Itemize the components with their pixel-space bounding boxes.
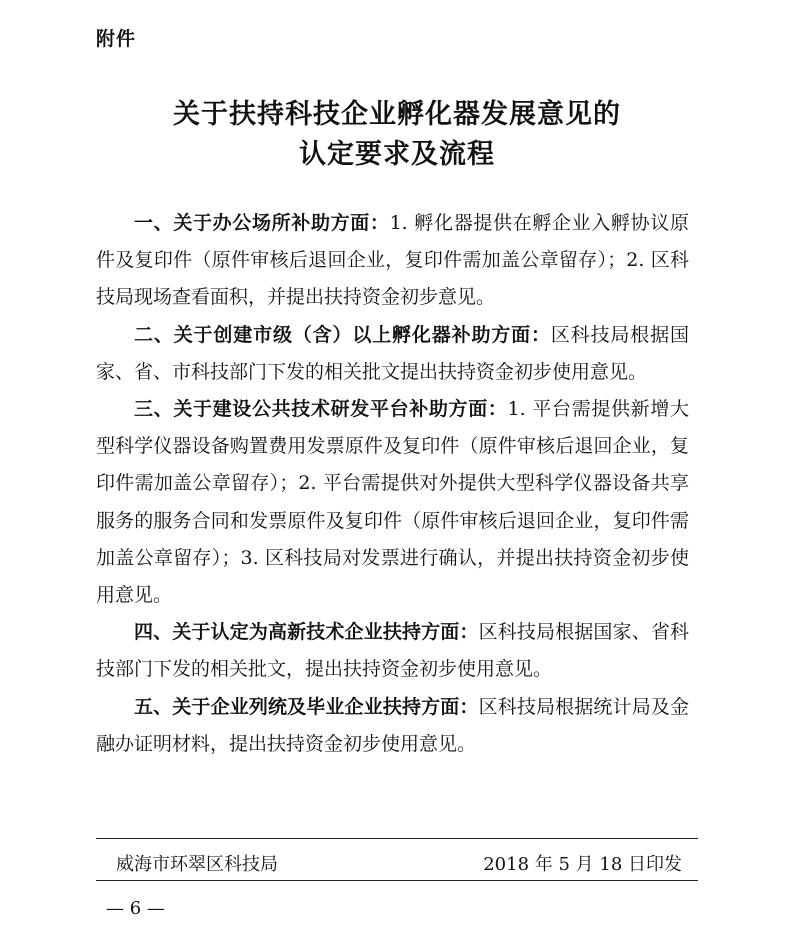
document-title-line-1: 关于扶持科技企业孵化器发展意见的: [173, 99, 621, 130]
section-heading: 四、关于认定为高新技术企业扶持方面：: [134, 621, 479, 644]
issue-date: 2018 年 5 月 18 日印发: [483, 854, 682, 875]
issuer-name: 威海市环翠区科技局: [116, 854, 278, 875]
section-office-subsidy: [96, 205, 689, 317]
section-text: 区科技局根据国家、省科技部门下发的相关批文，提出扶持资金初步使用意见。: [96, 621, 689, 681]
section-text: 1. 孵化器提供在孵企业入孵协议原件及复印件（原件审核后退回企业，复印件需加盖公章留存）；2. 区科技局现场查看面积，并提出扶持资金初步意见。: [96, 212, 689, 309]
section-rd-platform-subsidy: [96, 391, 689, 614]
section-heading: 五、关于企业列统及毕业企业扶持方面：: [134, 695, 479, 718]
section-heading: 一、关于办公场所补助方面：: [134, 212, 390, 234]
section-text: 区科技局根据国家、省、市科技部门下发的相关批文提出扶持资金初步使用意见。: [96, 323, 689, 383]
section-graduated-enterprise-support: [96, 689, 689, 763]
section-incubator-creation-subsidy: [96, 317, 689, 391]
document-title-line-2: 认定要求及流程: [299, 139, 495, 170]
footer-bottom-rule: [96, 880, 698, 881]
page-number: — 6 —: [106, 898, 165, 919]
section-high-tech-support: [96, 614, 689, 688]
section-text: 区科技局根据统计局及金融办证明材料，提出扶持资金初步使用意见。: [96, 695, 689, 755]
footer-top-rule: [96, 838, 698, 839]
section-heading: 三、关于建设公共技术研发平台补助方面：: [134, 398, 508, 421]
section-text: 1. 平台需提供新增大型科学仪器设备购置费用发票原件及复印件（原件审核后退回企业，复印件需加盖公章留存）；2. 平台需提供对外提供大型科学仪器设备共享服务的服务合同和发票原件及复印件（原件审核后退回企业，复印件需加盖公章留存）；3. 区科技局对发票进行确认，并提出扶持资金初步使用意见。: [96, 398, 689, 607]
document-body: [96, 205, 689, 763]
attachment-label: 附件: [96, 28, 137, 50]
section-heading: 二、关于创建市级（含）以上孵化器补助方面：: [134, 323, 551, 346]
